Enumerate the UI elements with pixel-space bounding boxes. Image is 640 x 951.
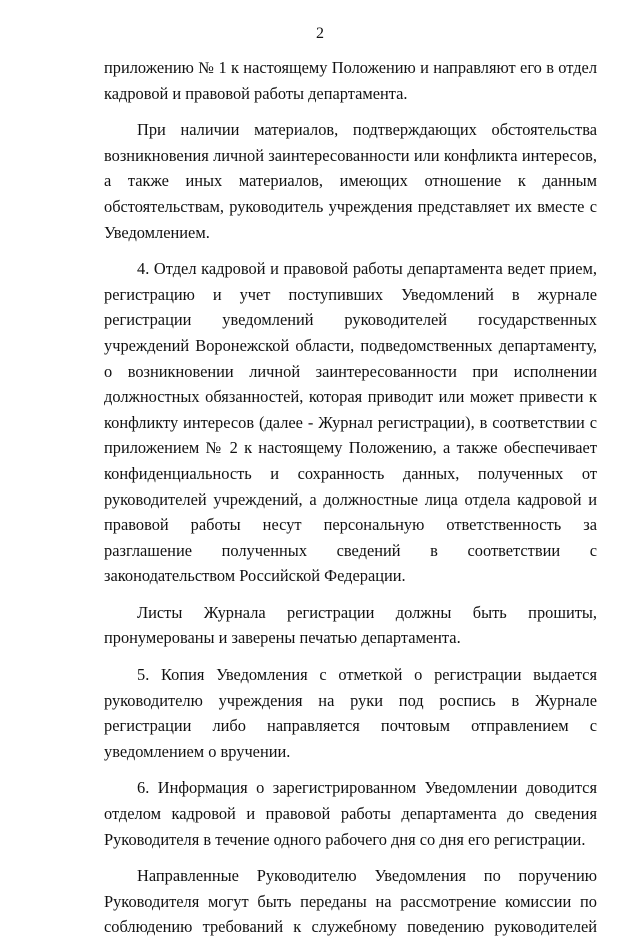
paragraph-journal-sheets: Листы Журнала регистрации должны быть прошиты, пронумерованы и заверены печатью департамента. [104, 602, 597, 648]
page-number: 2 [316, 25, 324, 42]
paragraph-commission: Направленные Руководителю Уведомления по поручению Руководителя могут быть переданы на рассмотрение комиссии по соблюдению требований к служебному поведению руководителей [104, 866, 597, 937]
paragraph-materials: При наличии материалов, подтверждающих обстоятельства возникновения личной заинтересованности или конфликта интересов, а также иных материалов, имеющих отношение к данным обстоятельствам, руководитель учреждения представляет их вместе с Уведомлением. [104, 120, 597, 242]
document-body [104, 55, 597, 951]
paragraph-item-6: 6. Информация о зарегистрированном Уведомлении доводится отделом кадровой и правовой работы департамента до сведения Руководителя в течение одного рабочего дня со дня его регистрации. [104, 778, 597, 849]
paragraph-item-5: 5. Копия Уведомления с отметкой о регистрации выдается руководителю учреждения на руки под роспись в Журнале регистрации либо направляется почтовым отправлением с уведомлением о вручении. [104, 665, 597, 761]
paragraph-item-4: 4. Отдел кадровой и правовой работы департамента ведет прием, регистрацию и учет поступивших Уведомлений в журнале регистрации уведомлений руководителей государственных учреждений Воронежской области, подведомственных департаменту, о возникновении личной заинтересованности при исполнении должностных обязанностей, которая приводит или может привести к конфликту интересов (далее - Журнал регистрации), в соответствии с приложением № 2 к настоящему Положению, а также обеспечивает конфиденциальность и сохранность данных, полученных от руководителей учреждений, а должностные лица отдела кадровой и правовой работы несут персональную ответственность за разглашение полученных сведений в соответствии с законодательством Российской Федерации. [104, 259, 597, 586]
paragraph-continuation: приложению № 1 к настоящему Положению и направляют его в отдел кадровой и правовой работы департамента. [104, 58, 597, 103]
